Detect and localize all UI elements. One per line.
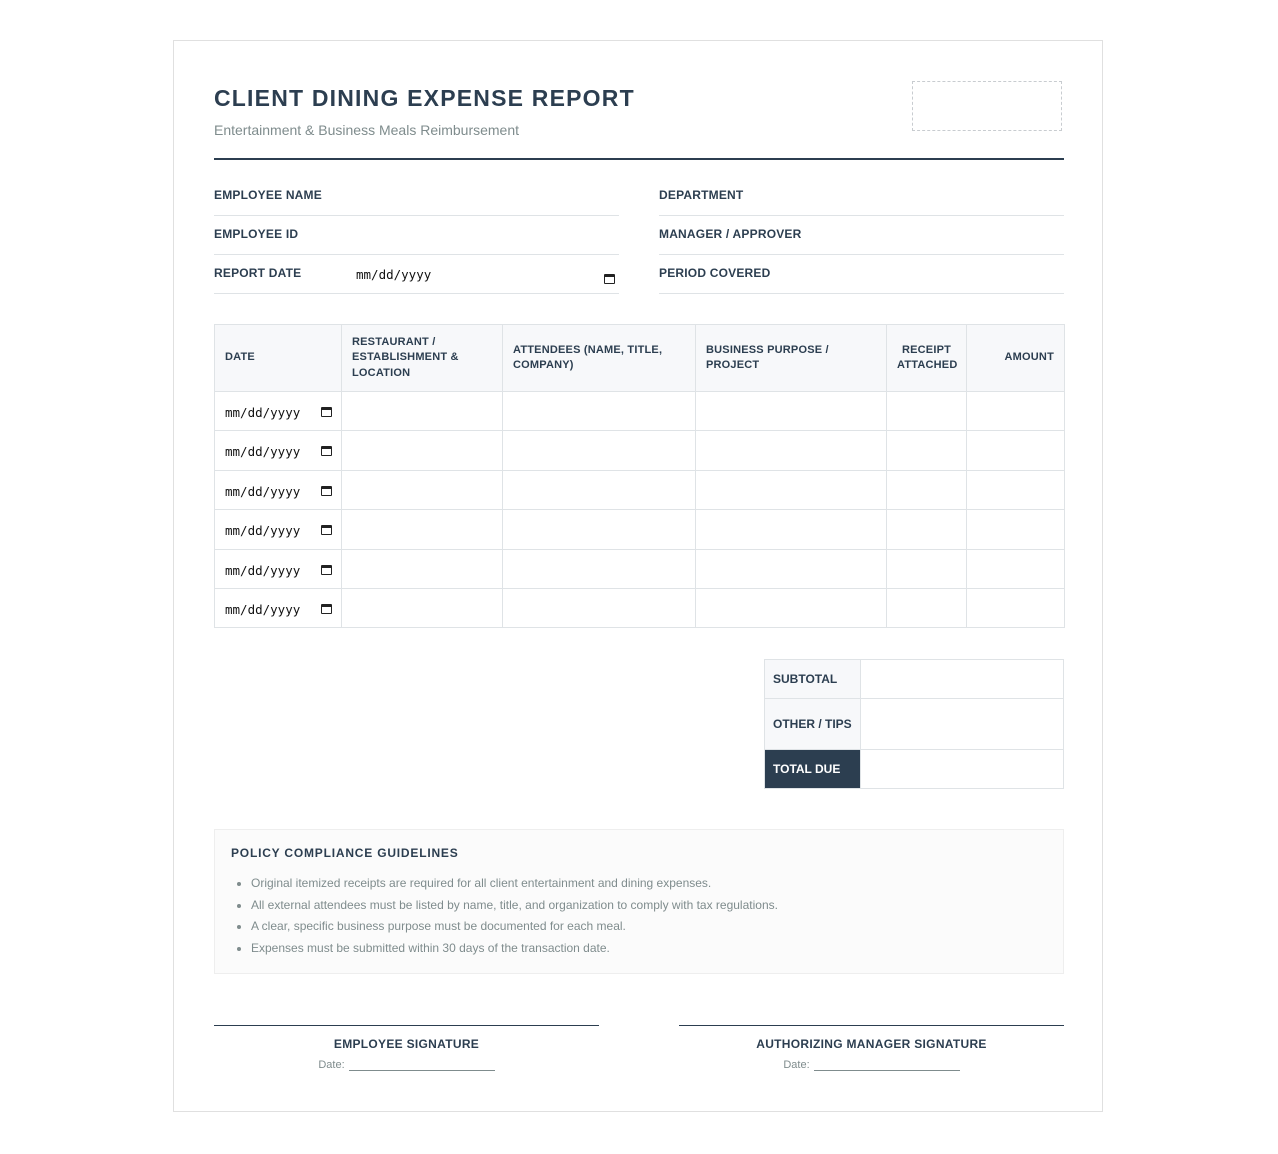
date-line[interactable] [814, 1059, 960, 1071]
col-date: DATE [215, 325, 342, 392]
calendar-icon[interactable] [321, 446, 332, 456]
table-row [215, 431, 1065, 470]
date-input[interactable]: mm/dd/yyyy [225, 562, 301, 578]
attendees-cell[interactable] [503, 549, 696, 588]
period-field[interactable] [659, 255, 1064, 294]
list-item: A clear, specific business purpose must be documented for each meal. [251, 916, 778, 938]
employee-signature-label: EMPLOYEE SIGNATURE [333, 1037, 480, 1051]
employee-name-label: EMPLOYEE NAME [214, 188, 322, 202]
list-item: Expenses must be submitted within 30 days of the transaction date. [251, 938, 778, 960]
other-tips-label: OTHER / TIPS [765, 699, 861, 750]
amount-cell[interactable] [967, 549, 1065, 588]
amount-cell[interactable] [967, 392, 1065, 431]
date-line[interactable] [349, 1059, 495, 1071]
col-receipt: RECEIPT ATTACHED [887, 325, 967, 392]
receipt-cell[interactable] [887, 588, 967, 627]
manager-field[interactable] [659, 216, 1064, 255]
amount-cell[interactable] [967, 510, 1065, 549]
period-label: PERIOD COVERED [659, 266, 771, 280]
purpose-cell[interactable] [696, 588, 887, 627]
manager-label: MANAGER / APPROVER [659, 227, 802, 241]
total-due-row [765, 750, 1064, 789]
amount-cell[interactable] [967, 431, 1065, 470]
department-field[interactable] [659, 177, 1064, 216]
table-row [215, 470, 1065, 509]
list-item: All external attendees must be listed by name, title, and organization to comply with tax regulations. [251, 895, 778, 917]
receipt-cell[interactable] [887, 470, 967, 509]
other-tips-value[interactable] [861, 699, 1064, 750]
date-cell[interactable] [215, 470, 342, 509]
table-row [215, 510, 1065, 549]
calendar-icon[interactable] [321, 565, 332, 575]
purpose-cell[interactable] [696, 392, 887, 431]
table-header-row [215, 325, 1065, 392]
receipt-cell[interactable] [887, 392, 967, 431]
restaurant-cell[interactable] [342, 470, 503, 509]
attendees-cell[interactable] [503, 510, 696, 549]
totals-table [764, 659, 1064, 789]
table-row [215, 549, 1065, 588]
date-input[interactable]: mm/dd/yyyy [225, 405, 301, 420]
employee-id-label: EMPLOYEE ID [214, 227, 299, 241]
subtotal-label: SUBTOTAL [765, 660, 861, 699]
date-cell[interactable] [215, 431, 342, 470]
receipt-cell[interactable] [887, 549, 967, 588]
logo-placeholder [912, 81, 1062, 131]
other-tips-row [765, 699, 1064, 750]
restaurant-cell[interactable] [342, 588, 503, 627]
calendar-icon[interactable] [321, 604, 332, 614]
purpose-cell[interactable] [696, 470, 887, 509]
subtotal-value[interactable] [861, 660, 1064, 699]
report-subtitle: Entertainment & Business Meals Reimbursement [214, 122, 520, 138]
date-input[interactable]: mm/dd/yyyy [225, 483, 301, 499]
amount-cell[interactable] [967, 470, 1065, 509]
calendar-icon[interactable] [321, 525, 332, 535]
table-row [215, 588, 1065, 627]
date-input[interactable]: mm/dd/yyyy [225, 444, 301, 460]
receipt-cell[interactable] [887, 510, 967, 549]
policy-list [251, 873, 778, 960]
date-cell[interactable] [215, 392, 342, 431]
restaurant-cell[interactable] [342, 431, 503, 470]
expense-report-page [173, 40, 1103, 1112]
calendar-icon[interactable] [321, 407, 332, 417]
header-divider [214, 158, 1064, 160]
attendees-cell[interactable] [503, 588, 696, 627]
date-label: Date: [318, 1059, 345, 1071]
attendees-cell[interactable] [503, 470, 696, 509]
calendar-icon[interactable] [604, 274, 615, 284]
manager-signature-label: AUTHORIZING MANAGER SIGNATURE [756, 1037, 987, 1051]
date-input[interactable]: mm/dd/yyyy [225, 601, 301, 617]
report-date-field[interactable] [214, 255, 619, 294]
purpose-cell[interactable] [696, 431, 887, 470]
department-label: DEPARTMENT [659, 188, 744, 202]
col-attendees: ATTENDEES (NAME, TITLE, COMPANY) [503, 325, 696, 392]
col-purpose: BUSINESS PURPOSE / PROJECT [696, 325, 887, 392]
date-cell[interactable] [215, 549, 342, 588]
subtotal-row [765, 660, 1064, 699]
expense-table [214, 324, 1065, 628]
restaurant-cell[interactable] [342, 549, 503, 588]
attendees-cell[interactable] [503, 431, 696, 470]
purpose-cell[interactable] [696, 510, 887, 549]
calendar-icon[interactable] [321, 486, 332, 496]
date-label: Date: [783, 1059, 810, 1071]
total-due-value[interactable] [861, 750, 1064, 789]
employee-name-field[interactable] [214, 177, 619, 216]
employee-signature-block[interactable] [214, 1025, 599, 1071]
total-due-label: TOTAL DUE [765, 750, 861, 789]
restaurant-cell[interactable] [342, 510, 503, 549]
employee-id-field[interactable] [214, 216, 619, 255]
employee-signature-date [214, 1059, 599, 1071]
list-item: Original itemized receipts are required for all client entertainment and dining expenses. [251, 873, 778, 895]
date-input[interactable]: mm/dd/yyyy [225, 523, 301, 539]
amount-cell[interactable] [967, 588, 1065, 627]
col-amount: AMOUNT [967, 325, 1065, 392]
col-restaurant: RESTAURANT / ESTABLISHMENT & LOCATION [342, 325, 503, 392]
date-cell[interactable] [215, 510, 342, 549]
report-date-label: REPORT DATE [214, 266, 302, 280]
table-row [215, 392, 1065, 431]
report-date-input[interactable]: mm/dd/yyyy [356, 267, 432, 282]
purpose-cell[interactable] [696, 549, 887, 588]
policy-title: POLICY COMPLIANCE GUIDELINES [231, 846, 459, 860]
manager-signature-date [679, 1059, 1064, 1071]
receipt-cell[interactable] [887, 431, 967, 470]
policy-box [214, 829, 1064, 974]
date-cell[interactable] [215, 588, 342, 627]
restaurant-cell[interactable] [342, 392, 503, 431]
manager-signature-block[interactable] [679, 1025, 1064, 1071]
attendees-cell[interactable] [503, 392, 696, 431]
report-title: CLIENT DINING EXPENSE REPORT [214, 85, 635, 111]
